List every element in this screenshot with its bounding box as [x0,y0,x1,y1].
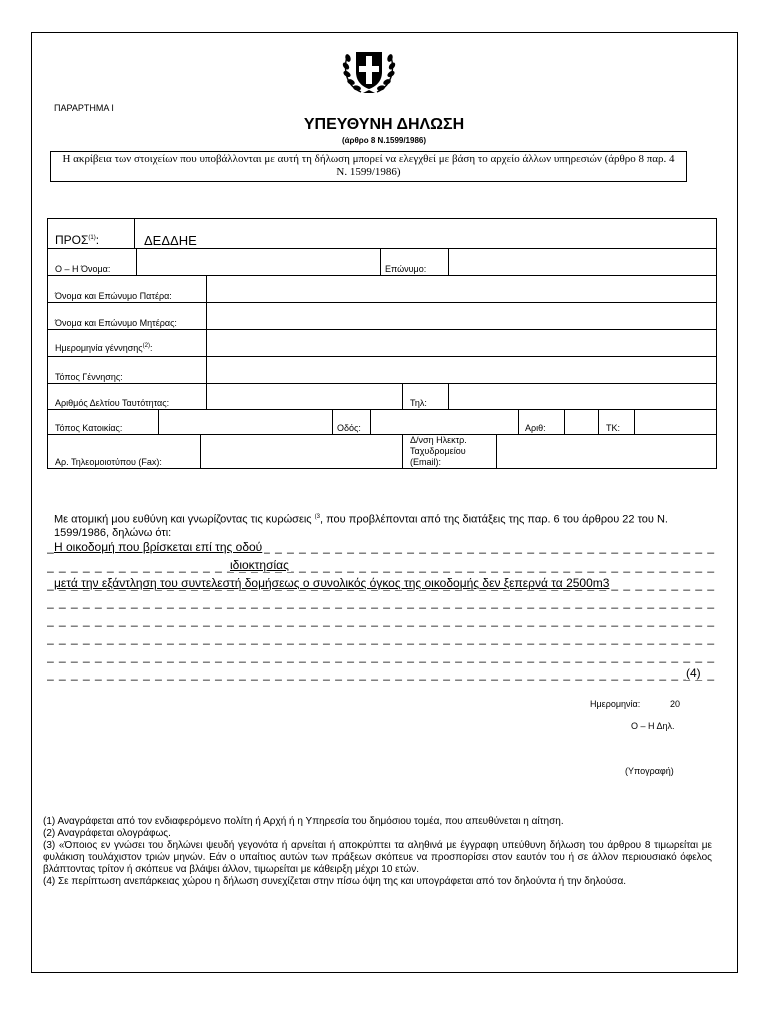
declaration-line-8[interactable] [47,667,719,681]
birthdate-colon: : [149,343,153,353]
form-row-birthdate [47,329,717,357]
fax-field[interactable] [201,435,401,468]
form-row-birthplace [47,356,717,384]
father-name-label: Όνομα και Επώνυμο Πατέρα: [55,291,172,301]
footnote-ref-3: (3 [314,514,320,520]
declaration-line-5[interactable] [47,613,719,627]
form-row-mother [47,302,717,330]
street-number-label: Αριθ: [525,423,546,433]
declaration-text-3: μετά την εξάντληση του συντελεστή δομήσεως ο συνολικός όγκος της οικοδομής δεν ξεπερνά τα 2500m3 [54,576,610,590]
recipient-value[interactable]: ΔΕΔΔΗΕ [144,233,197,248]
street-field[interactable] [371,410,517,434]
email-field[interactable] [497,435,715,468]
footnote-ref-4: (4) [686,666,701,680]
birthdate-label: Ημερομηνία γέννησης [55,343,143,353]
declaration-line-2[interactable] [47,559,719,573]
recipient-colon: : [95,233,100,247]
date-year-prefix[interactable]: 20 [670,699,681,709]
declaration-text-1: Η οικοδομή που βρίσκεται επί της οδού [54,540,263,554]
postal-code-field[interactable] [635,410,715,434]
recipient-label: ΠΡΟΣ [55,233,89,247]
document-title: ΥΠΕΥΘΥΝΗ ΔΗΛΩΣΗ [303,116,465,133]
form-row-residence [47,409,717,435]
form-row-name [47,248,717,276]
birthplace-label: Τόπος Γέννησης: [55,372,123,382]
postal-code-label: ΤΚ: [606,423,621,433]
declaration-intro-text-b: , που προβλέπονται από της διατάξεις της παρ. 6 του άρθρου 22 του Ν. 1599/1986, δηλώνω ότι: [54,513,668,539]
declarant-label: Ο – Η Δηλ. [631,721,675,731]
verification-notice: Η ακρίβεια των στοιχείων που υποβάλλονται με αυτή τη δήλωση μπορεί να ελεγχθεί με βάση το αρχείο άλλων υπηρεσιών (άρθρο 8 παρ. 4 Ν. 1599/1986) [50,151,687,182]
form-row-contact [47,434,717,469]
street-number-field[interactable] [565,410,597,434]
declaration-text-2: ιδιοκτησίας [230,558,289,572]
footnote-3: (3) «Όποιος εν γνώσει του δηλώνει ψευδή γεγονότα ή αρνείται ή αποκρύπτει τα αληθινά με έγγραφη υπεύθυνη δήλωση του άρθρου 8 τιμωρείται με φυλάκιση τουλάχιστον τριών μηνών. Εάν ο υπαίτιος αυτών των πράξεων σκόπευε να προσπορίσει στον εαυτόν του ή σε άλλον περιουσιακό όφελος βλάπτοντας τρίτον ή σκόπευε να βλάψει άλλον, τιμωρείται με κάθειρξη μέχρι 10 ετών. [43,840,712,875]
date-label: Ημερομηνία: [590,699,641,709]
name-field[interactable] [137,249,379,275]
declaration-line-7[interactable] [47,649,719,663]
footnotes [43,816,712,888]
birthdate-field[interactable] [207,330,715,356]
phone-label: Τηλ: [410,398,427,408]
id-number-field[interactable] [207,384,401,409]
id-number-label: Αριθμός Δελτίου Ταυτότητας: [55,398,170,408]
annex-label: ΠΑΡΑΡΤΗΜΑ Ι [54,103,114,113]
email-label-line1: Δ/νση Ηλεκτρ. [410,435,467,445]
declaration-line-4[interactable] [47,595,719,609]
residence-label: Τόπος Κατοικίας: [55,423,123,433]
email-label-line2: Ταχυδρομείου [410,446,466,456]
footnote-ref-1: (1) [88,235,96,241]
footnote-1: (1) Αναγράφεται από τον ενδιαφερόμενο πολίτη ή Αρχή ή η Υπηρεσία του δημόσιου τομέα, που απευθύνεται η αίτηση. [43,816,564,827]
document-subtitle: (άρθρο 8 Ν.1599/1986) [341,136,427,145]
father-name-field[interactable] [207,276,715,302]
footnote-4: (4) Σε περίπτωση ανεπάρκειας χώρου η δήλωση συνεχίζεται στην πίσω όψη της και υπογράφεται από τον δηλούντα ή την δηλούσα. [43,876,627,887]
fax-label: Αρ. Τηλεομοιοτύπου (Fax): [55,457,162,467]
declaration-intro [54,511,694,540]
declaration-intro-text-a: Με ατομική μου ευθύνη και γνωρίζοντας τις κυρώσεις [54,513,315,526]
form-row-father [47,275,717,303]
footnote-2: (2) Αναγράφεται ολογράφως. [43,828,171,839]
coat-of-arms-icon [339,42,399,98]
form-row-id [47,383,717,410]
street-label: Οδός: [337,423,361,433]
surname-field[interactable] [449,249,715,275]
mother-name-label: Όνομα και Επώνυμο Μητέρας: [55,318,177,328]
name-label: Ο – Η Όνομα: [55,264,111,274]
surname-label: Επώνυμο: [385,264,427,274]
phone-field[interactable] [449,384,715,409]
birthplace-field[interactable] [207,357,715,383]
mother-name-field[interactable] [207,303,715,329]
declaration-line-6[interactable] [47,631,719,645]
form-row-recipient [47,218,717,249]
residence-field[interactable] [159,410,331,434]
email-label-line3: (Email): [410,457,441,467]
footnote-ref-2: (2) [142,343,150,349]
signature-label: (Υπογραφή) [625,766,674,776]
